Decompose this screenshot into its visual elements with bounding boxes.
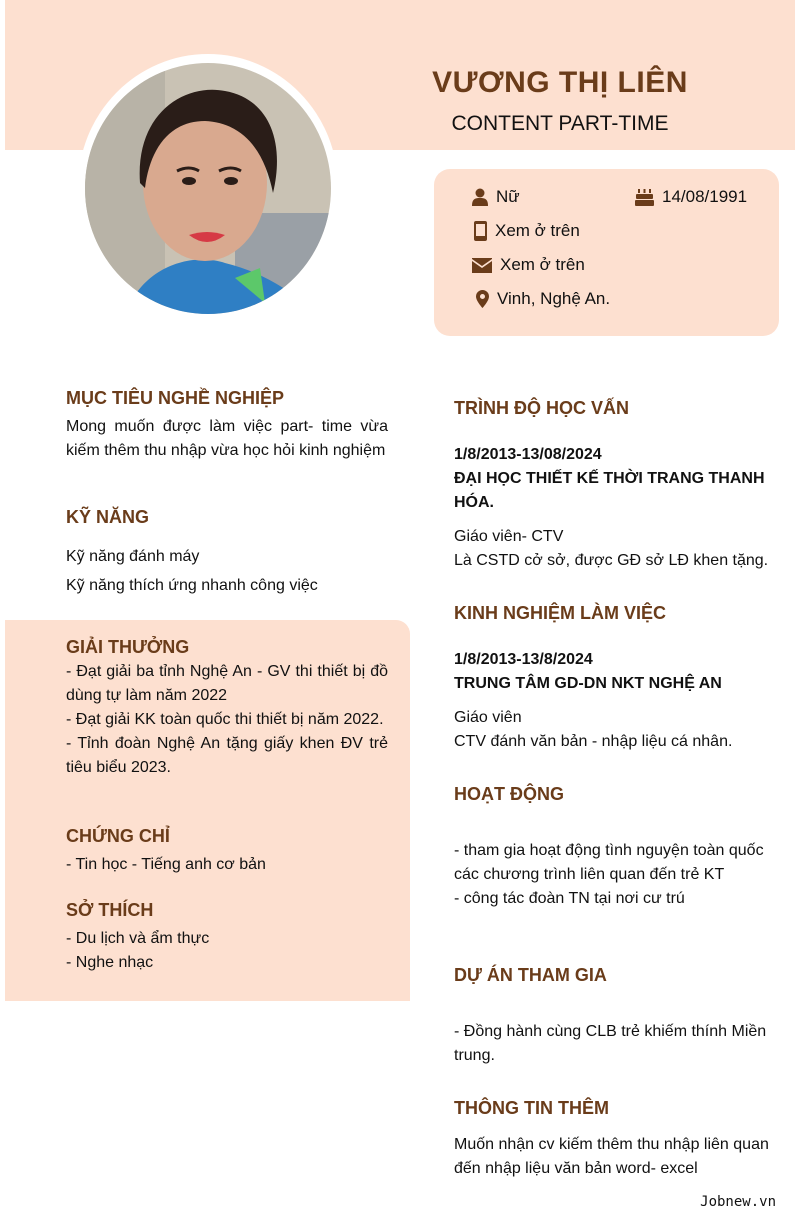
awards-section: [66, 637, 388, 780]
user-icon: [472, 188, 488, 206]
certificates-section: [66, 826, 388, 877]
education-line: Giáo viên- CTV: [454, 528, 564, 545]
cake-icon: [635, 188, 654, 206]
skills-section: [66, 507, 388, 594]
awards-title: GIẢI THƯỞNG: [66, 637, 190, 657]
address-row: [476, 289, 610, 309]
experience-title: KINH NGHIỆM LÀM VIỆC: [454, 603, 667, 623]
skills-title: KỸ NĂNG: [66, 507, 150, 527]
hobbies-section: [66, 900, 388, 975]
candidate-position: CONTENT PART-TIME: [451, 112, 669, 135]
gender-value: Nữ: [496, 187, 520, 206]
certificates-title: CHỨNG CHỈ: [66, 826, 170, 846]
contact-box: [434, 169, 779, 336]
dob-row: [635, 187, 747, 207]
experience-line: Giáo viên: [454, 709, 522, 726]
experience-period: 1/8/2013-13/8/2024: [454, 651, 593, 668]
award-item: - Đạt giải KK toàn quốc thi thiết bị năm 2022.: [66, 711, 384, 728]
projects-title: DỰ ÁN THAM GIA: [454, 965, 607, 985]
additional-section: [454, 1098, 776, 1181]
award-item: - Tỉnh đoàn Nghệ An tặng giấy khen ĐV trẻ tiêu biểu 2023.: [66, 735, 388, 776]
education-period: 1/8/2013-13/08/2024: [454, 446, 602, 463]
dob-value: 14/08/1991: [662, 187, 748, 206]
envelope-icon: [472, 258, 492, 273]
email-row: [472, 255, 585, 275]
additional-text: Muốn nhận cv kiếm thêm thu nhập liên quan đến nhập liệu văn bản word- excel: [454, 1136, 769, 1177]
education-title: TRÌNH ĐỘ HỌC VẤN: [454, 398, 629, 418]
gender-row: [472, 187, 520, 207]
hobby-item: - Nghe nhạc: [66, 954, 154, 971]
phone-icon: [474, 221, 487, 241]
skill-item: Kỹ năng đánh máy: [66, 548, 200, 565]
objective-title: MỤC TIÊU NGHỀ NGHIỆP: [66, 388, 285, 408]
footer-brand[interactable]: Jobnew.vn: [700, 1194, 776, 1210]
phone-value: Xem ở trên: [495, 221, 580, 240]
additional-title: THÔNG TIN THÊM: [454, 1098, 609, 1118]
map-pin-icon: [476, 290, 489, 308]
education-line: Là CSTD cở sở, được GĐ sở LĐ khen tặng.: [454, 552, 769, 569]
phone-row: [474, 221, 580, 241]
activity-item: - tham gia hoạt động tình nguyện toàn quốc các chương trình liên quan đến trẻ KT: [454, 842, 764, 883]
projects-text: - Đồng hành cùng CLB trẻ khiếm thính Miền trung.: [454, 1023, 767, 1064]
hobbies-title: SỞ THÍCH: [66, 900, 154, 920]
email-value: Xem ở trên: [500, 255, 585, 274]
experience-company: TRUNG TÂM GD-DN NKT NGHỆ AN: [454, 675, 722, 692]
activities-section: [454, 784, 776, 911]
education-school: ĐẠI HỌC THIẾT KẾ THỜI TRANG THANH HÓA.: [454, 470, 765, 511]
objective-section: [66, 388, 388, 463]
objective-text: Mong muốn được làm việc part- time vừa kiếm thêm thu nhập vừa học hỏi kinh nghiệm: [66, 418, 388, 459]
skill-item: Kỹ năng thích ứng nhanh công việc: [66, 577, 318, 594]
hobby-item: - Du lịch và ẩm thực: [66, 930, 210, 947]
avatar: [85, 63, 331, 314]
activity-item: - công tác đoàn TN tại nơi cư trú: [454, 890, 685, 907]
award-item: - Đạt giải ba tỉnh Nghệ An - GV thi thiết bị đồ dùng tự làm năm 2022: [66, 663, 388, 704]
experience-section: [454, 603, 776, 754]
address-value: Vinh, Nghệ An.: [497, 289, 611, 308]
candidate-name: VƯƠNG THỊ LIÊN: [432, 66, 688, 99]
projects-section: [454, 965, 776, 1068]
activities-title: HOẠT ĐỘNG: [454, 784, 564, 804]
experience-line: CTV đánh văn bản - nhập liệu cá nhân.: [454, 733, 733, 750]
education-section: [454, 398, 776, 573]
certificates-text: - Tin học - Tiếng anh cơ bản: [66, 856, 266, 873]
